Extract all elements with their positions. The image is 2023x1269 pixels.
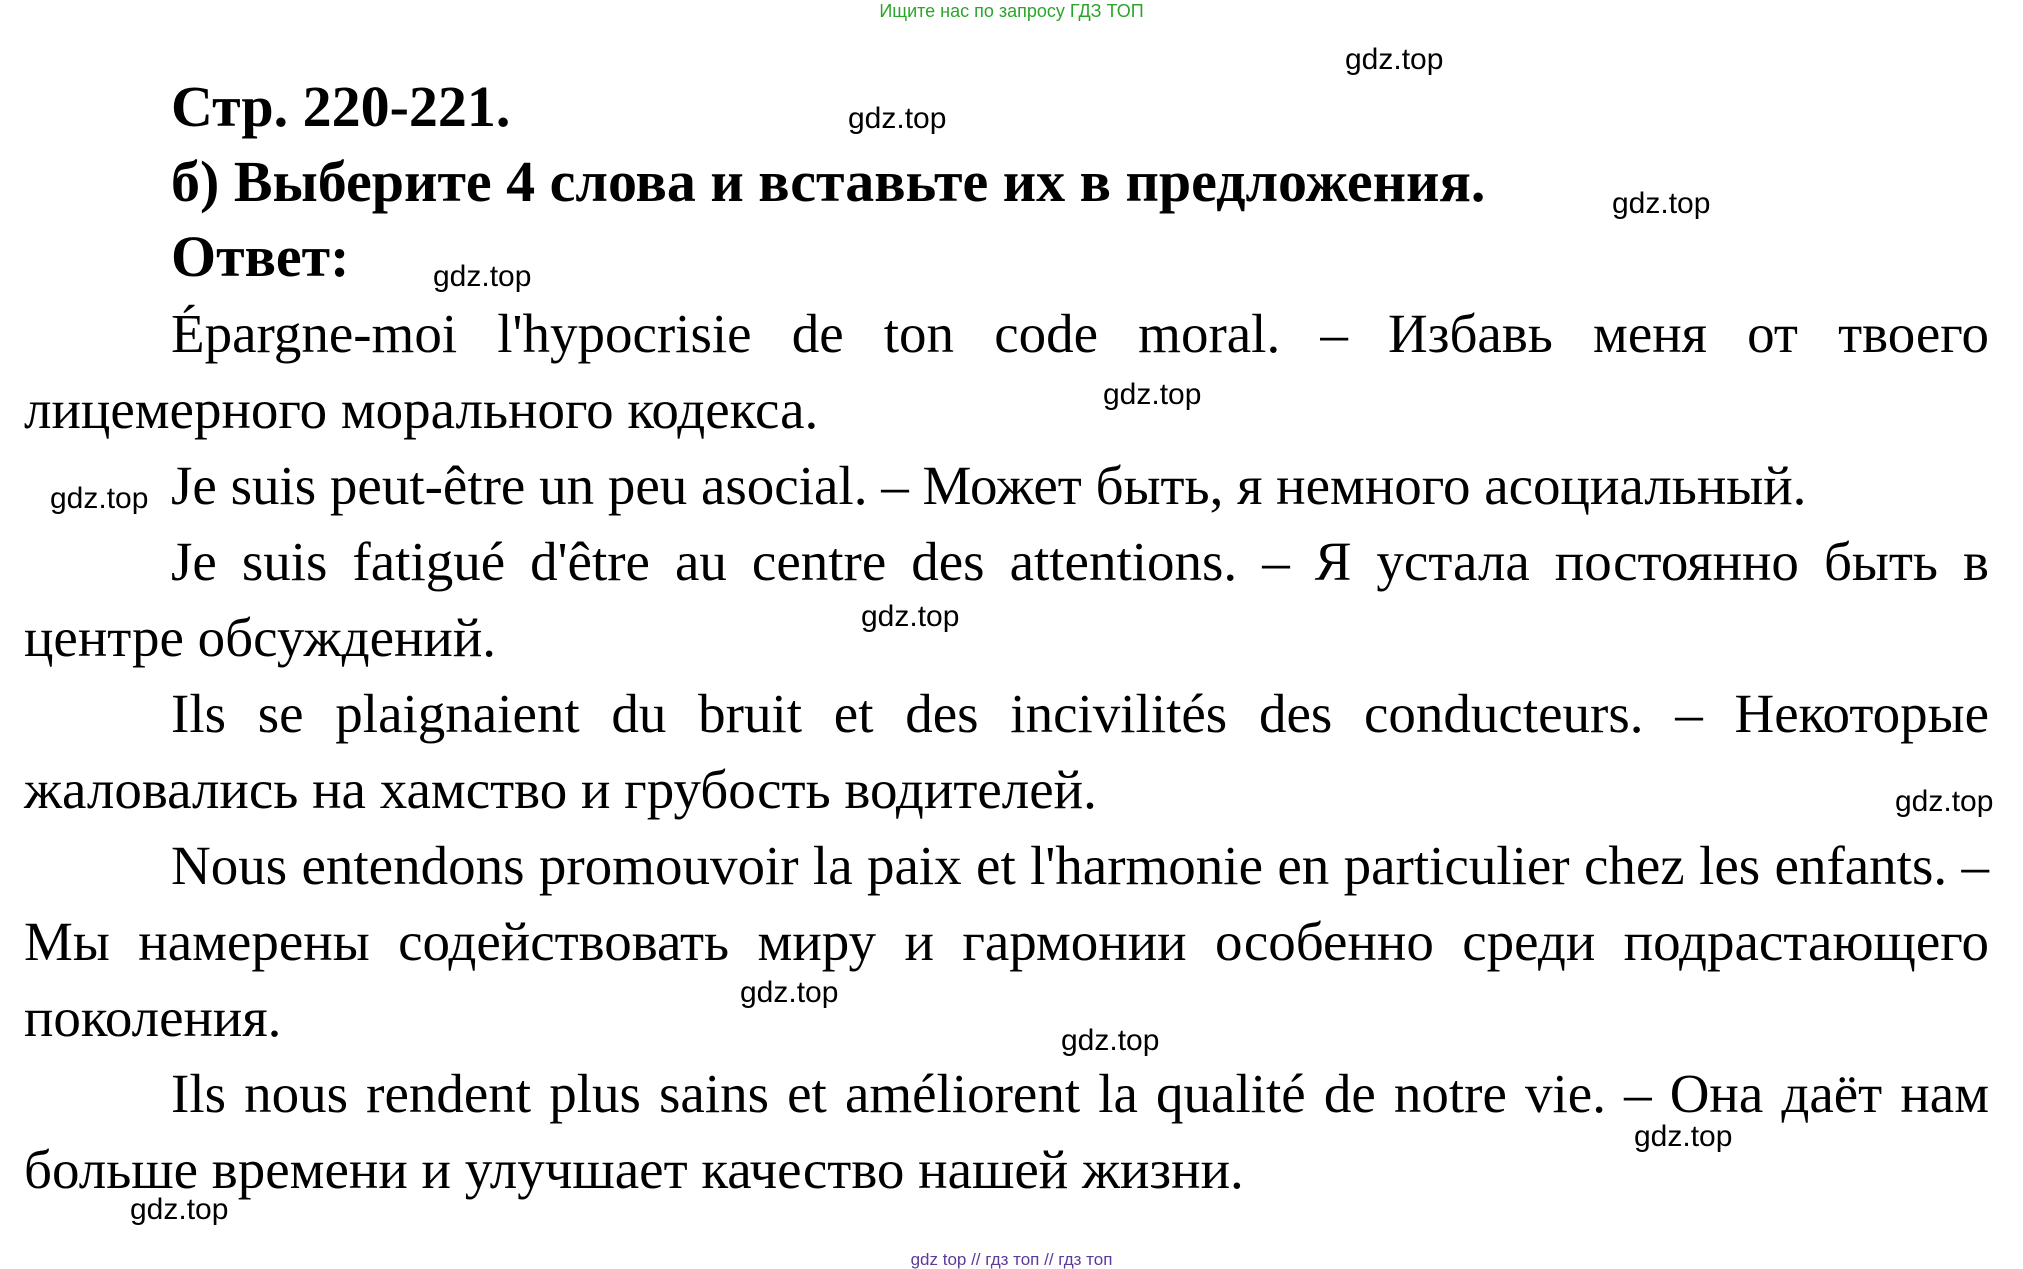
answer-paragraph-5: Nous entendons promouvoir la paix et l'harmonie en particulier chez les enfants. – Мы намерены содействовать миру и гармонии особенно среди подрастающего поколения. [24,835,1989,1048]
watermark: gdz.top [1612,187,1711,220]
answer-paragraph-2: Je suis peut-être un peu asocial. – Может быть, я немного асоциальный. [171,455,1807,516]
answer-paragraph-6: Ils nous rendent plus sains et améliorent la qualité de notre vie. – Она даёт нам больше времени и улучшает качество нашей жизни. [24,1063,1989,1200]
watermark: gdz.top [848,102,947,135]
watermark: gdz.top [1634,1120,1733,1153]
footer-banner: gdz top // гдз топ // гдз топ [910,1250,1113,1269]
answer-paragraph-3: Je suis fatigué d'être au centre des attentions. – Я устала постоянно быть в центре обсуждений. [24,531,1989,668]
answer-paragraph-4: Ils se plaignaient du bruit et des incivilités des conducteurs. – Некоторые жаловались на хамство и грубость водителей. [24,683,1989,820]
watermark: gdz.top [861,600,960,633]
watermark: gdz.top [1061,1024,1160,1057]
watermark: gdz.top [1895,785,1994,818]
page-reference: Стр. 220-221. [171,74,511,139]
watermark: gdz.top [740,976,839,1009]
watermark: gdz.top [130,1193,229,1226]
watermark: gdz.top [50,482,149,515]
watermark: gdz.top [1103,378,1202,411]
watermark: gdz.top [433,260,532,293]
task-heading: б) Выберите 4 слова и вставьте их в предложения. [171,149,1486,214]
answer-label: Ответ: [171,224,350,289]
watermark: gdz.top [1345,43,1444,76]
search-banner: Ищите нас по запросу ГДЗ ТОП [879,1,1144,21]
answer-paragraph-1: Épargne-moi l'hypocrisie de ton code moral. – Избавь меня от твоего лицемерного морального кодекса. [24,303,1989,440]
